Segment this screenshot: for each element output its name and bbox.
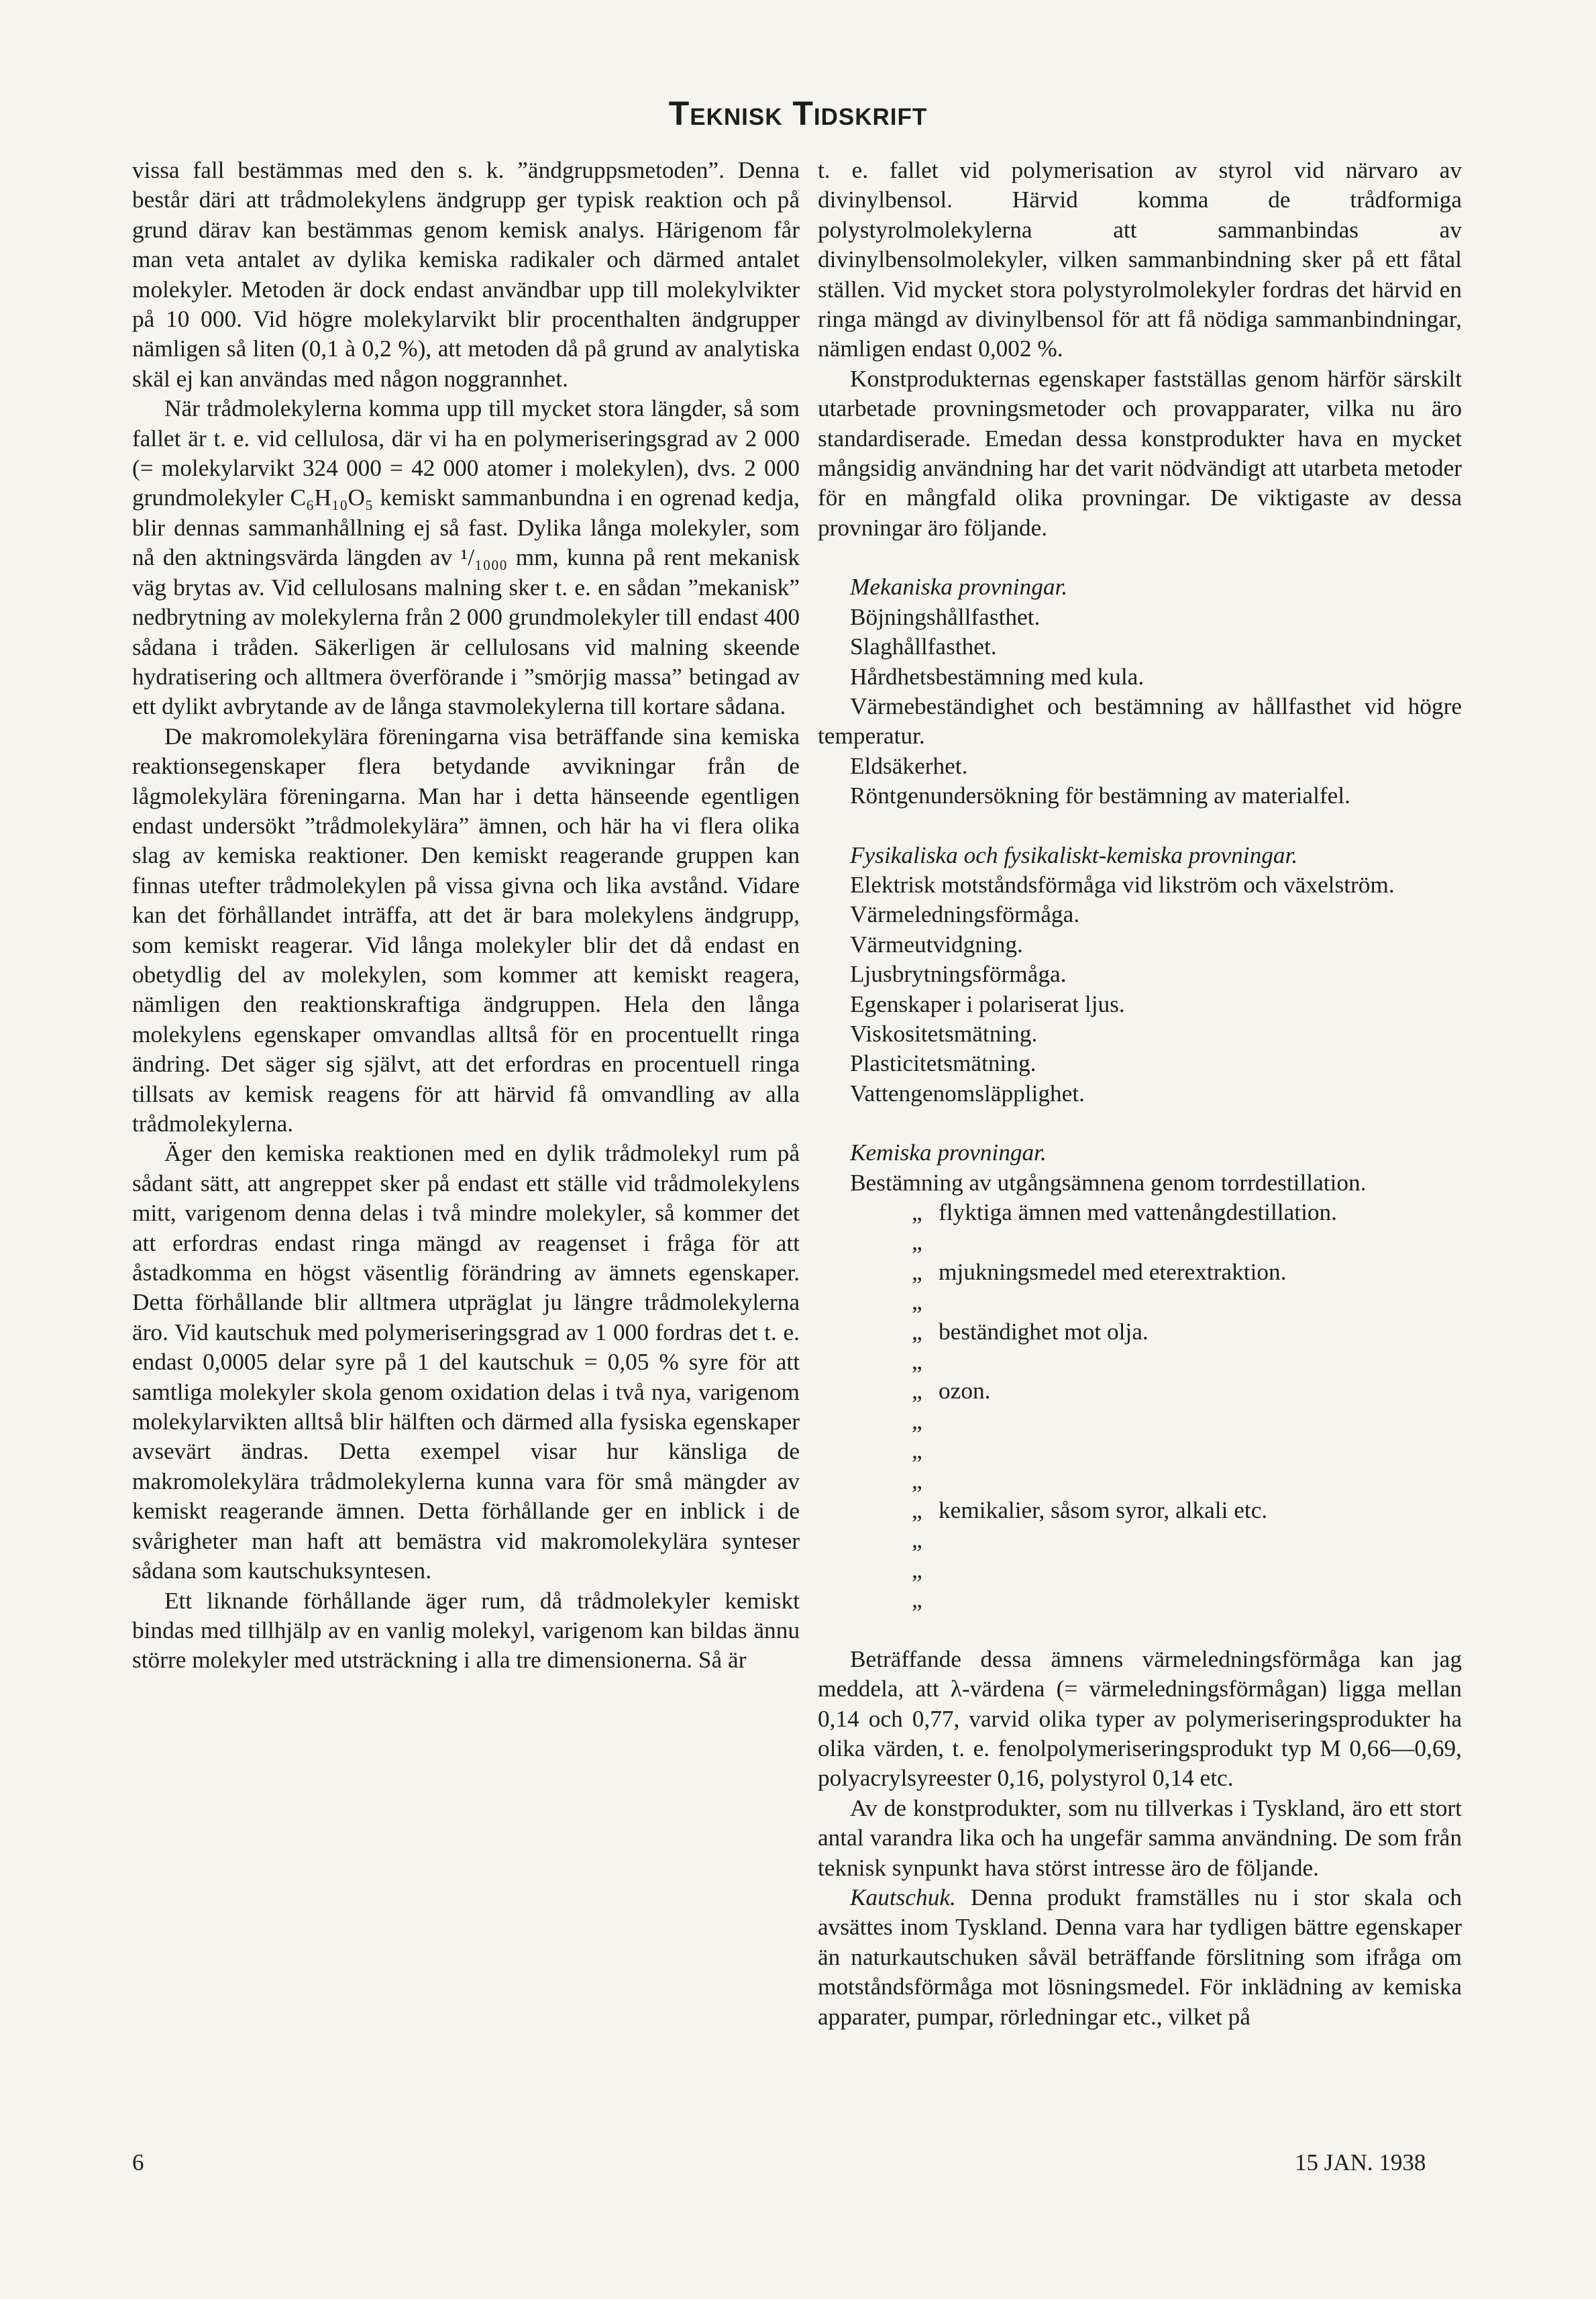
list-item: Eldsäkerhet. — [850, 752, 968, 779]
list-item: Bestämning av utgångsämnena genom torrdestillation. — [850, 1169, 1367, 1196]
ditto-text: ozon. — [939, 1378, 991, 1404]
paragraph: Konstprodukternas egenskaper fastställas genom härför särskilt utarbetade provningsmetoder och provapparater, vilka nu äro standardiserade. Emedan dessa konstprodukter hava en mycket mångsidig användning har det varit nödvändigt att utarbeta metoder för en mångfald olika provningar. De viktigaste av dessa provningar äro följande. — [818, 365, 1462, 541]
paragraph: Ett liknande förhållande äger rum, då trådmolekyler kemiskt bindas med tillhjälp av en vanlig molekyl, varigenom kan bildas ännu större molekyler med utsträckning i alla tre dimensionerna. Så är — [132, 1587, 800, 1674]
paragraph: Beträffande dessa ämnens värmeledningsförmåga kan jag meddela, att λ-värdena (= värmeledningsförmågan) ligga mellan 0,14 och 0,77, varvid olika typer av polymeriseringsprodukter ha olika värden, t. e. fenolpolymeriseringsprodukt typ M 0,66—0,69, polyacrylsyreester 0,16, polystyrol 0,14 etc. — [818, 1645, 1462, 1792]
ditto-marks: „ „ „ „ — [912, 1497, 922, 1613]
ditto-text: kemikalier, såsom syror, alkali etc. — [939, 1497, 1268, 1524]
section-heading-physical: Fysikaliska och fysikaliskt-kemiska provningar. — [850, 841, 1298, 868]
issue-date: 15 JAN. 1938 — [1295, 2149, 1426, 2176]
list-item: Hårdhetsbestämning med kula. — [850, 663, 1145, 690]
list-item: Värmebeständighet och bestämning av hållfasthet vid högre temperatur. — [818, 693, 1462, 750]
list-item: Ljusbrytningsförmåga. — [850, 961, 1067, 988]
section-heading-mechanical: Mekaniska provningar. — [850, 574, 1068, 601]
paragraph: t. e. fallet vid polymerisation av styrol vid närvaro av divinylbensol. Härvid komma de trådformiga polystyrolmolekylerna att sammanbindas av divinylbensolmolekyler, vilken sammanbindning sker på ett fåtal ställen. Vid mycket stora polystyrolmolekyler fordras det härvid en ringa mängd av divinylbensol för att få nödiga sammanbindningar, nämligen endast 0,002 %. — [818, 157, 1462, 362]
list-item: Plasticitetsmätning. — [850, 1050, 1036, 1077]
run-in-heading: Kautschuk. — [850, 1884, 956, 1910]
ditto-marks: „ „ — [912, 1258, 922, 1315]
ditto-text: mjukningsmedel med eterextraktion. — [939, 1258, 1287, 1285]
page-number: 6 — [132, 2149, 144, 2176]
paragraph: Äger den kemiska reaktionen med en dylik trådmolekyl rum på sådant sätt, att angreppet sker på endast ett ställe vid trådmolekylens mitt, varigenom denna delas i två mindre molekyler, så kommer det att erfordras endast ringa mängd av reagenset i fråga för att åstadkomma en högst väsentlig förändring av ämnets egenskaper. Detta förhållande blir alltmera utpräglat ju längre trådmolekylerna äro. Vid kautschuk med polymeriseringsgrad av 1 000 fordras det t. e. endast 0,0005 delar syre på 1 del kautschuk = 0,05 % syre för att samtliga molekyler skola genom oxidation delas i två nya, varigenom molekylarvikten alltså blir hälften och därmed alla fysiska egenskaper avsevärt ändras. Detta exempel visar hur känsliga de makromolekylära trådmolekylerna kunna vara för små mängder av kemiskt reagerande ämnen. Detta förhållande ger en inblick i de svårigheter man haft att bemästra vid makromolekylära synteser sådana som kautschuksyntesen. — [132, 1140, 800, 1584]
journal-header: Teknisk Tidskrift — [668, 95, 928, 132]
list-item: Röntgenundersökning för bestämning av materialfel. — [850, 782, 1350, 809]
right-column — [818, 156, 1462, 2032]
ditto-line — [818, 1376, 1462, 1496]
paragraph: vissa fall bestämmas med den s. k. ”ändgruppsmetoden”. Denna består däri att trådmolekylens ändgrupp ger typisk reaktion och på grund därav kan bestämmas genom kemisk analys. Härigenom får man veta antalet av dylika kemiska radikaler och därmed antalet molekyler. Metoden är dock endast användbar upp till molekylvikter på 10 000. Vid högre molekylarvikt blir procenthalten ändgrupper nämligen så liten (0,1 à 0,2 %), att metoden då på grund av analytiska skäl ej kan användas med någon noggrannhet. — [132, 157, 800, 392]
list-item: Viskositetsmätning. — [850, 1020, 1038, 1047]
ditto-line — [818, 1317, 1462, 1377]
list-item: Slaghållfasthet. — [850, 633, 997, 660]
ditto-marks: „ „ — [912, 1318, 922, 1375]
paragraph: När trådmolekylerna komma upp till mycket stora längder, så som fallet är t. e. vid cellulosa, där vi ha en polymeriseringsgrad av 2 000 (= molekylarvikt 324 000 = 42 000 atomer i molekylen), dvs. 2 000 grundmolekyler C₆H₁₀O₅ kemiskt sammanbundna i en ogrenad kedja, blir dennas sammanhållning ej så fast. Dylika långa molekyler, som nå den aktningsvärda längden av ¹/₁₀₀₀ mm, kunna på rent mekanisk väg brytas av. Vid cellulosans malning sker t. e. en sådan ”mekanisk” nedbrytning av molekylerna från 2 000 grundmolekyler till endast 400 sådana i tråden. Säkerligen är cellulosans vid malning skeende hydratisering och alltmera överförande i ”smörjig massa” betingad av ett dylikt avbrytande av de långa stavmolekylerna till kortare sådana. — [132, 395, 800, 720]
ditto-line — [818, 1258, 1462, 1317]
ditto-text: beständighet mot olja. — [939, 1318, 1149, 1345]
list-item: Värmeledningsförmåga. — [850, 901, 1080, 928]
paragraph: Av de konstprodukter, som nu tillverkas i Tyskland, äro ett stort antal varandra lika och ha ungefär samma användning. De som från teknisk synpunkt hava störst intresse äro de följande. — [818, 1794, 1462, 1881]
left-column — [132, 156, 800, 1676]
ditto-marks: „ „ — [912, 1199, 922, 1256]
paragraph — [818, 1883, 1462, 2032]
list-item: Vattengenomsläpplighet. — [850, 1080, 1085, 1107]
paragraph-text: Denna produkt framställes nu i stor skala och avsättes inom Tyskland. Denna vara har tydligen bättre egenskaper än naturkautschuken såväl beträffande förslitning som ifråga om motståndsförmåga mot lösningsmedel. För inklädning av kemiska apparater, pumpar, rörledningar etc., vilket på — [818, 1884, 1462, 2030]
paragraph: De makromolekylära föreningarna visa beträffande sina kemiska reaktionsegenskaper flera betydande avvikningar från de lågmolekylära föreningarna. Man har i detta hänseende egentligen endast undersökt ”trådmolekylära” ämnen, och här ha vi flera olika slag av kemiska reaktioner. Den kemiskt reagerande gruppen kan finnas utefter trådmolekylen på vissa givna och lika avstånd. Vidare kan det förhållandet inträffa, att det är bara molekylens ändgrupp, som kemiskt reagerar. Vid långa molekyler blir det då endast en obetydlig del av molekylen, som kommer att kemiskt reagera, nämligen den reaktionskraftiga ändgruppen. Hela den långa molekylens egenskaper omvandlas alltså för en procentuellt ringa ändring. Det säger sig självt, att det erfordras en procentuell ringa tillsats av kemisk reagens för att härvid få omvandling av alla trådmolekylerna. — [132, 723, 800, 1137]
list-item: Böjningshållfasthet. — [850, 603, 1041, 630]
ditto-line — [818, 1198, 1462, 1258]
section-heading-chemical: Kemiska provningar. — [850, 1139, 1047, 1166]
list-item: Värmeutvidgning. — [850, 931, 1023, 958]
list-item: Elektrisk motståndsförmåga vid likström och växelström. — [850, 871, 1395, 898]
ditto-marks: „ „ „ „ — [912, 1378, 922, 1494]
ditto-text: flyktiga ämnen med vattenångdestillation. — [939, 1199, 1337, 1225]
list-item: Egenskaper i polariserat ljus. — [850, 990, 1125, 1017]
ditto-line — [818, 1496, 1462, 1615]
